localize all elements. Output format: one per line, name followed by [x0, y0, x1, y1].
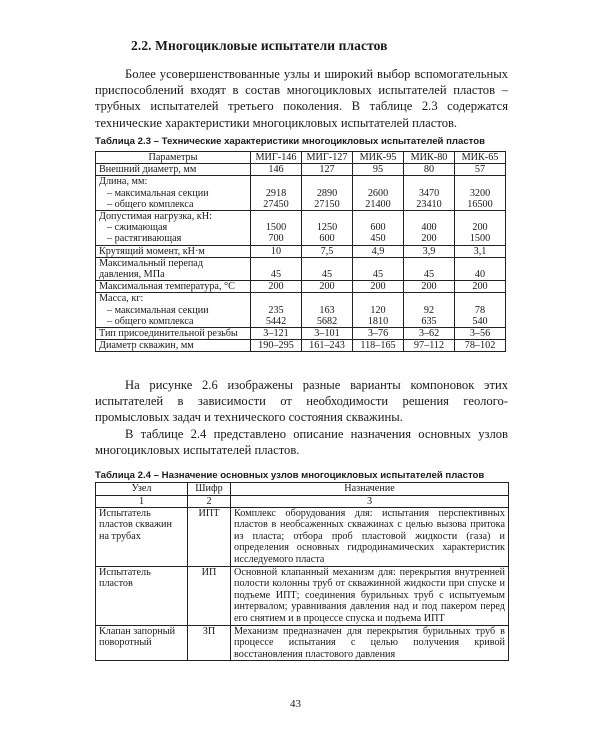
value-cell: 45 [353, 257, 404, 280]
value-cell: 120 1810 [353, 293, 404, 328]
value-cell: 3–56 [455, 328, 506, 340]
value-cell: 10 [251, 245, 302, 257]
param-sub: – общего комплекса [107, 315, 194, 327]
value-cell: 45 [302, 257, 353, 280]
header-cell: Назначение [231, 483, 509, 496]
value-cell: 200 1500 [455, 211, 506, 246]
value-cell: 200 [353, 281, 404, 293]
header-cell: МИК-65 [455, 152, 506, 164]
unit-code: ЗП [188, 625, 231, 661]
value-cell: 78–102 [455, 340, 506, 352]
column-number: 3 [231, 495, 509, 507]
table-row [96, 211, 506, 246]
value-cell: 1500 700 [251, 211, 302, 246]
param-sub: – максимальная секции [107, 304, 209, 316]
param-label: Крутящий момент, кН·м [96, 245, 251, 257]
unit-name: Испытатель пластов скважин на трубах [96, 507, 188, 566]
param-label: Максимальная температура, °С [96, 281, 251, 293]
table-header-row [96, 152, 506, 164]
table-2-3-caption: Таблица 2.3 – Технические характеристики многоцикловых испытателей пластов [95, 136, 486, 147]
value-cell: 2918 27450 [251, 176, 302, 211]
header-cell: Параметры [96, 152, 251, 164]
unit-code: ИП [188, 566, 231, 625]
value-cell: 4,9 [353, 245, 404, 257]
table-row [96, 164, 506, 176]
param-label: Внешний диаметр, мм [96, 164, 251, 176]
table-row [96, 245, 506, 257]
header-cell: МИК-80 [404, 152, 455, 164]
value-cell: 3470 23410 [404, 176, 455, 211]
param-title: давления, МПа [99, 269, 165, 281]
param-label [96, 257, 251, 280]
column-number: 2 [188, 495, 231, 507]
value-cell: 127 [302, 164, 353, 176]
value-cell: 3,1 [455, 245, 506, 257]
value-cell: 600 450 [353, 211, 404, 246]
table-row [96, 176, 506, 211]
unit-purpose: Комплекс оборудования для: испытания перспективных пластов в необсаженных скважинах с целью вызова притока из пласта; отбора проб пластовой жидкости (газа) и определения основных гидродинамических характеристик исследуемого пласта [231, 507, 509, 566]
unit-code: ИПТ [188, 507, 231, 566]
value-cell: 2890 27150 [302, 176, 353, 211]
param-sub: – максимальная секции [107, 187, 209, 199]
value-cell: 146 [251, 164, 302, 176]
table-row [96, 566, 509, 625]
value-cell: 45 [404, 257, 455, 280]
unit-purpose: Механизм предназначен для перекрытия бурильных труб в процессе испытания с целью получения кривой восстановления пластового давления [231, 625, 509, 661]
unit-name: Клапан запорный поворотный [96, 625, 188, 661]
param-label: Тип присоединительной резьбы [96, 328, 251, 340]
value-cell: 40 [455, 257, 506, 280]
param-sub: – сжимающая [107, 222, 168, 234]
section-title: 2.2. Многоцикловые испытатели пластов [131, 38, 388, 53]
table-row [96, 328, 506, 340]
value-cell: 200 [455, 281, 506, 293]
value-cell: 7,5 [302, 245, 353, 257]
value-cell: 200 [302, 281, 353, 293]
param-label [96, 211, 251, 246]
param-label: Диаметр скважин, мм [96, 340, 251, 352]
table-header-row [96, 483, 509, 496]
value-cell: 235 5442 [251, 293, 302, 328]
value-cell: 80 [404, 164, 455, 176]
figure-reference-paragraph: На рисунке 2.6 изображены разные варианты компоновок этих испытателей в зависимости от необходимости решения геолого-промысловых задач и технического состояния скважины. [95, 378, 508, 425]
value-cell: 45 [251, 257, 302, 280]
value-cell: 2600 21400 [353, 176, 404, 211]
table-row [96, 293, 506, 328]
value-cell: 95 [353, 164, 404, 176]
header-cell: Узел [96, 483, 188, 496]
value-cell: 3–101 [302, 328, 353, 340]
param-label [96, 176, 251, 211]
value-cell: 92 635 [404, 293, 455, 328]
value-cell: 400 200 [404, 211, 455, 246]
value-cell: 97–112 [404, 340, 455, 352]
value-cell: 3200 16500 [455, 176, 506, 211]
header-cell: Шифр [188, 483, 231, 496]
param-title: Допустимая нагрузка, кН: [99, 211, 212, 223]
table-row [96, 340, 506, 352]
param-title: Длина, мм: [99, 176, 148, 188]
value-cell: 57 [455, 164, 506, 176]
value-cell: 161–243 [302, 340, 353, 352]
value-cell: 200 [251, 281, 302, 293]
table-row [96, 281, 506, 293]
value-cell: 200 [404, 281, 455, 293]
value-cell: 190–295 [251, 340, 302, 352]
param-title: Масса, кг: [99, 293, 144, 305]
value-cell: 1250 600 [302, 211, 353, 246]
param-sub: – растягивающая [107, 233, 182, 245]
value-cell: 163 5682 [302, 293, 353, 328]
unit-purpose: Основной клапанный механизм для: перекрытия внутренней полости колонны труб от скважинной жидкости при спуске и подъеме ИПТ; соединения бурильных труб с испытуемым интервалом; уравнивания давления над и под пакером перед его снятием и в процессе спуска и подъема ИПТ [231, 566, 509, 625]
value-cell: 3–62 [404, 328, 455, 340]
param-title: Максимальный перепад [99, 257, 204, 269]
table-row [96, 507, 509, 566]
header-cell: МИГ-146 [251, 152, 302, 164]
header-cell: МИК-95 [353, 152, 404, 164]
value-cell: 3,9 [404, 245, 455, 257]
value-cell: 118–165 [353, 340, 404, 352]
param-sub: – общего комплекса [107, 198, 194, 210]
page-number: 43 [290, 698, 301, 710]
value-cell: 78 540 [455, 293, 506, 328]
value-cell: 3–76 [353, 328, 404, 340]
param-label [96, 293, 251, 328]
table-row [96, 257, 506, 280]
column-number-row [96, 495, 509, 507]
specifications-table [95, 151, 506, 352]
column-number: 1 [96, 495, 188, 507]
table-row [96, 625, 509, 661]
unit-name: Испытатель пластов [96, 566, 188, 625]
intro-paragraph: Более усовершенствованные узлы и широкий выбор вспомогательных приспособлений входят в состав многоцикловых испытателей пластов – трубных испытателей третьего поколения. В таблице 2.3 содержатся технические характеристики многоцикловых испытателей пластов. [95, 67, 508, 130]
units-purpose-table [95, 482, 509, 661]
value-cell: 3–121 [251, 328, 302, 340]
table-reference-paragraph: В таблице 2.4 представлено описание назначения основных узлов многоцикловых испытателей пластов. [95, 427, 508, 458]
table-2-4-caption: Таблица 2.4 – Назначение основных узлов многоцикловых испытателей пластов [95, 470, 485, 481]
header-cell: МИГ-127 [302, 152, 353, 164]
